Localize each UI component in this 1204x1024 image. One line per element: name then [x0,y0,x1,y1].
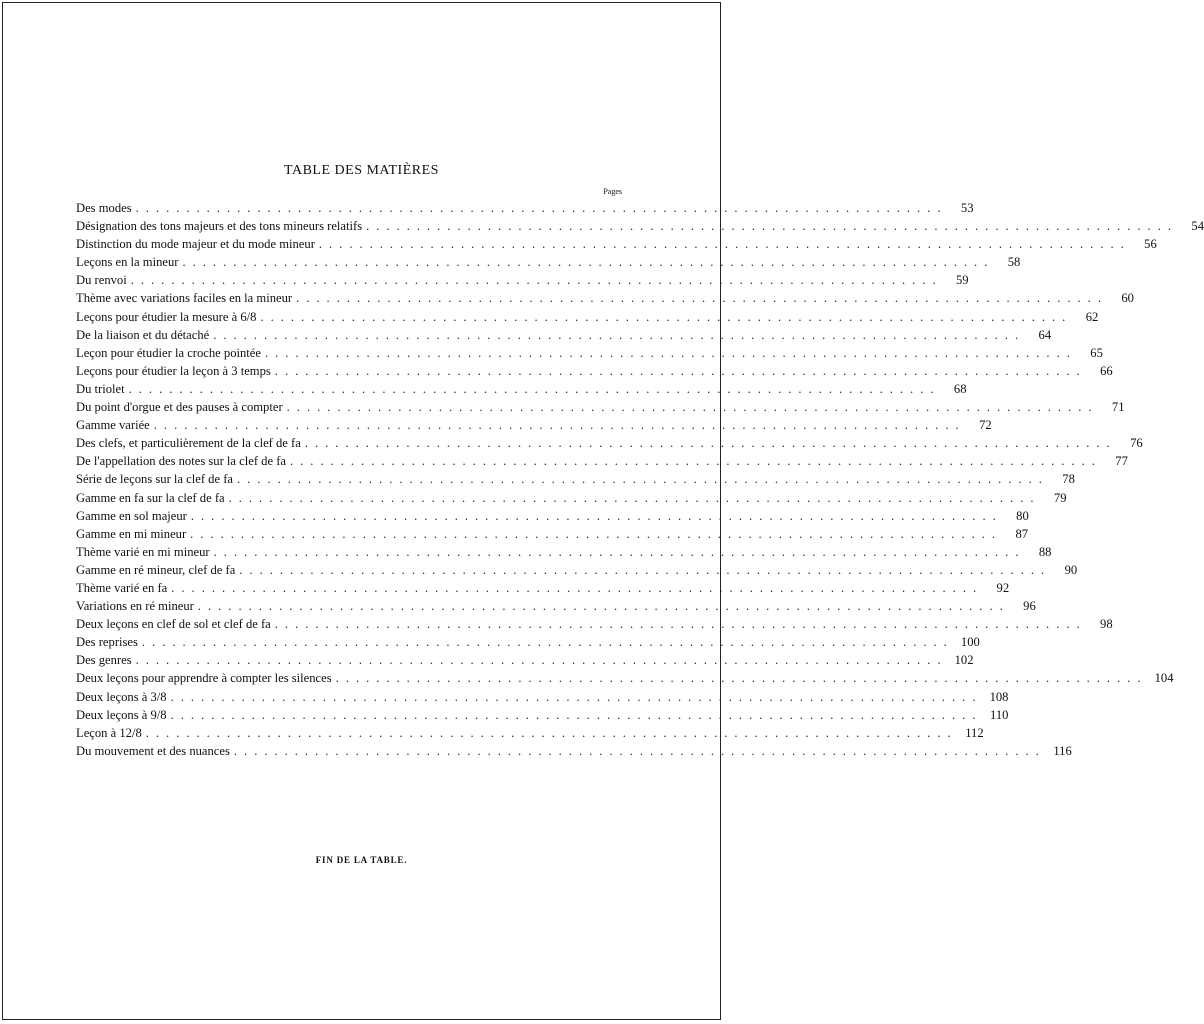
toc-entry [76,217,1204,235]
dot-leader: ................................................................................ [190,508,1003,523]
toc-entry [76,669,1174,687]
toc-entry [76,289,1134,307]
toc-entry-page: 80 [1016,508,1029,523]
toc-entry-title: Thème varié en fa [76,580,168,595]
toc-entry [76,579,1010,597]
toc-entry [76,434,1143,452]
dot-leader: ................................................................................ [290,454,1102,469]
dot-leader: ................................................................................ [335,671,1148,686]
toc-entry-title: Désignation des tons majeurs et des tons mineurs relatifs [76,219,363,234]
toc-entry-page: 110 [990,707,1009,722]
toc-entry-page: 54 [1191,219,1204,234]
toc-entry-page: 100 [960,635,980,650]
toc-entry [76,235,1157,253]
toc-entry [76,543,1052,561]
dot-leader: ................................................................................ [135,653,948,668]
toc-entry [76,398,1125,416]
toc-entry-title: Gamme en sol majeur [76,508,187,523]
toc-entry [76,326,1052,344]
toc-entry [76,489,1067,507]
toc-entry [76,199,974,217]
toc-entry-title: Leçons en la mineur [76,255,179,270]
toc-entry-page: 108 [989,689,1009,704]
toc-entry [76,742,1072,760]
dot-leader: ................................................................................ [304,436,1117,451]
toc-entry-page: 102 [954,653,974,668]
toc-entry [76,380,967,398]
dot-leader: ................................................................................ [213,544,1026,559]
toc-entry-page: 87 [1015,526,1029,541]
dot-leader: ................................................................................ [197,599,1010,614]
toc-entry-page: 72 [979,418,992,433]
toc-entry [76,615,1113,633]
toc-entry-title: Gamme en mi mineur [76,526,187,541]
toc-entry-title: Thème varié en mi mineur [76,544,210,559]
dot-leader: ................................................................................ [233,743,1046,758]
document-page [2,2,1204,1020]
toc-entry-page: 68 [953,381,967,396]
toc-entry-title: Deux leçons pour apprendre à compter les silences [76,671,332,686]
toc-entry-title: Des clefs, et particulièrement de la clef de fa [76,436,301,451]
toc-entry [76,271,969,289]
toc-entry-title: De la liaison et du détaché [76,327,210,342]
toc-entry-page: 92 [996,580,1010,595]
toc-entry [76,344,1103,362]
dot-leader: ................................................................................ [228,490,1041,505]
dot-leader: ................................................................................ [128,381,941,396]
dot-leader: ................................................................................ [260,309,1073,324]
toc-entry-page: 58 [1007,255,1021,270]
toc-entry-title: Deux leçons en clef de sol et clef de fa [76,617,271,632]
toc-entry-title: Deux leçons à 9/8 [76,707,167,722]
toc-entry [76,724,984,742]
dot-leader: ................................................................................ [190,526,1003,541]
toc-entry-title: Leçon à 12/8 [76,725,142,740]
toc-entry [76,416,992,434]
toc-entry [76,561,1078,579]
toc-entry-page: 96 [1023,599,1036,614]
toc-entry-page: 64 [1038,327,1052,342]
toc-entry-title: Du point d'orgue et des pauses à compter [76,400,283,415]
dot-leader: ................................................................................ [366,219,1178,234]
toc-entry-page: 76 [1130,436,1143,451]
table-of-contents [76,199,1204,760]
toc-entry-page: 104 [1154,671,1174,686]
toc-entry-title: Gamme variée [76,418,150,433]
toc-entry-page: 78 [1062,472,1075,487]
dot-leader: ................................................................................ [171,580,984,595]
toc-entry [76,633,980,651]
toc-entry-page: 62 [1085,309,1099,324]
page-title: TABLE DES MATIÈRES [284,163,439,178]
toc-entry-title: Leçons pour étudier la mesure à 6/8 [76,309,257,324]
dot-leader: ................................................................................ [239,562,1052,577]
toc-entry [76,308,1099,326]
toc-entry [76,706,1009,724]
dot-leader: ................................................................................ [318,237,1131,252]
dot-leader: ................................................................................ [296,291,1108,306]
toc-entry-title: De l'appellation des notes sur la clef de fa [76,454,286,469]
toc-entry [76,362,1113,380]
toc-entry-page: 79 [1053,490,1067,505]
toc-entry [76,452,1128,470]
toc-entry-page: 60 [1121,291,1134,306]
toc-entry-title: Deux leçons à 3/8 [76,689,167,704]
toc-entry-title: Des reprises [76,635,138,650]
toc-entry-title: Gamme en fa sur la clef de fa [76,490,225,505]
toc-entry-title: Thème avec variations faciles en la mineur [76,291,293,306]
toc-entry-page: 77 [1115,454,1128,469]
toc-entry-title: Des modes [76,201,132,215]
toc-entry [76,597,1036,615]
toc-entry-page: 56 [1144,237,1157,252]
dot-leader: ................................................................................ [274,617,1087,632]
dot-leader: ................................................................................ [170,707,983,722]
toc-entry-title: Des genres [76,653,132,668]
toc-entry-page: 116 [1053,743,1072,758]
dot-leader: ................................................................................ [213,327,1026,342]
toc-entry [76,651,974,669]
dot-leader: ................................................................................ [153,418,966,433]
toc-entry-page: 59 [956,273,969,288]
toc-entry-title: Du triolet [76,381,125,396]
toc-entry-page: 53 [960,201,974,215]
dot-leader: ................................................................................ [145,725,958,740]
toc-entry-page: 90 [1064,562,1078,577]
dot-leader: ................................................................................ [135,201,948,215]
toc-entry-page: 112 [965,725,984,740]
dot-leader: ................................................................................ [170,689,983,704]
toc-entry-title: Leçons pour étudier la leçon à 3 temps [76,363,271,378]
toc-entry [76,507,1029,525]
dot-leader: ................................................................................ [130,273,943,288]
toc-entry [76,470,1075,488]
toc-entry [76,525,1029,543]
toc-entry-title: Distinction du mode majeur et du mode mineur [76,237,315,252]
toc-entry-title: Série de leçons sur la clef de fa [76,472,233,487]
toc-entry-title: Variations en ré mineur [76,599,194,614]
pages-column-label: Pages [603,187,622,196]
toc-entry-title: Leçon pour étudier la croche pointée [76,345,261,360]
dot-leader: ................................................................................ [182,255,995,270]
toc-entry-page: 98 [1100,617,1113,632]
dot-leader: ................................................................................ [264,345,1077,360]
dot-leader: ................................................................................ [274,363,1087,378]
toc-entry [76,253,1021,271]
toc-entry-title: Du renvoi [76,273,127,288]
toc-entry-page: 65 [1090,345,1103,360]
dot-leader: ................................................................................ [286,400,1099,415]
dot-leader: ................................................................................ [141,635,954,650]
toc-entry-page: 66 [1100,363,1113,378]
dot-leader: ................................................................................ [237,472,1049,487]
toc-entry-page: 71 [1111,400,1125,415]
toc-entry-title: Du mouvement et des nuances [76,743,230,758]
toc-entry [76,688,1009,706]
toc-entry-page: 88 [1038,544,1052,559]
toc-entry-title: Gamme en ré mineur, clef de fa [76,562,236,577]
end-of-table-note: FIN DE LA TABLE. [315,855,408,865]
